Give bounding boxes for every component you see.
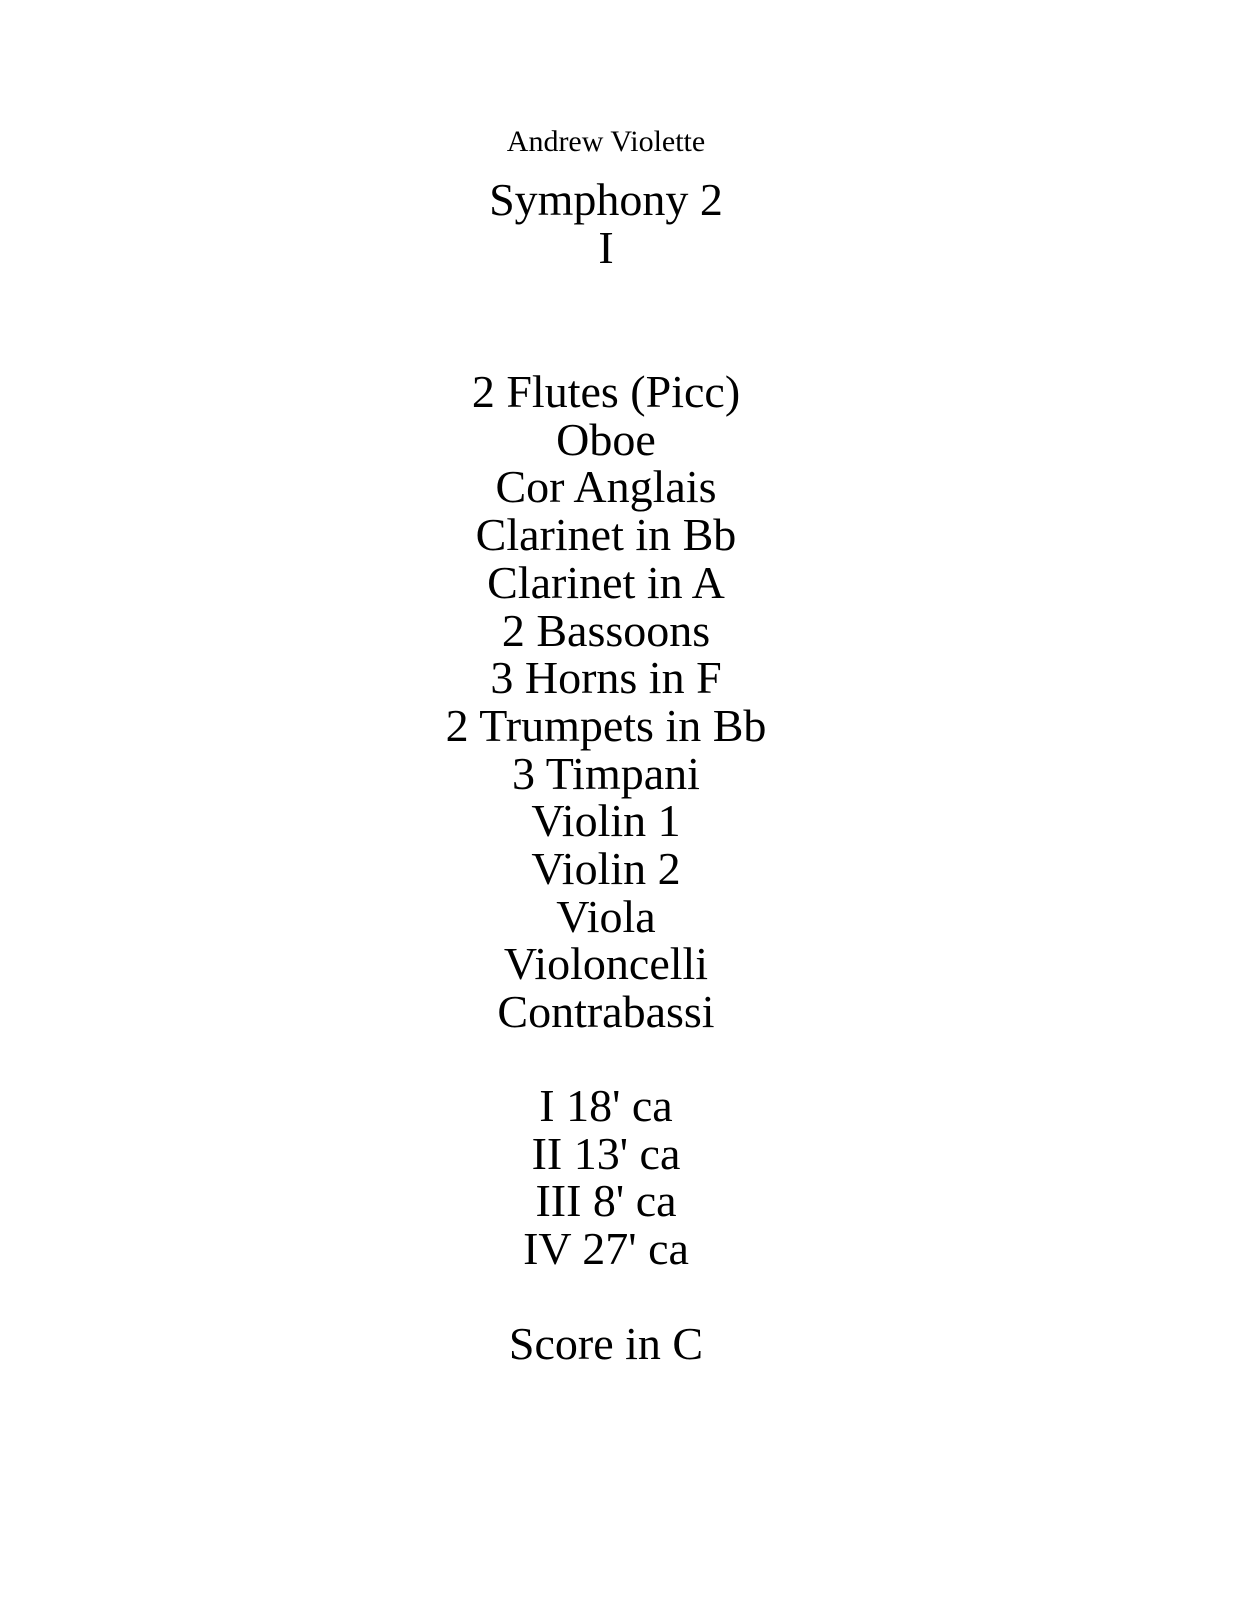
movement-number: I <box>598 222 614 273</box>
composer-name: Andrew Violette <box>506 125 706 158</box>
duration-item: II 13' ca <box>531 1127 681 1179</box>
instrument-item: Violoncelli <box>503 938 709 990</box>
duration-item: III 8' ca <box>535 1175 677 1227</box>
duration-item: IV 27' ca <box>523 1223 689 1275</box>
instrument-item: Contrabassi <box>497 986 715 1038</box>
score-transposition-note: Score in C <box>508 1318 704 1369</box>
instrument-item: 3 Horns in F <box>490 652 722 704</box>
instrument-item: Violin 2 <box>531 843 681 895</box>
instrument-item: 2 Flutes (Picc) <box>471 366 741 417</box>
instrument-item: Oboe <box>556 413 656 465</box>
instrumentation-list <box>0 368 1212 1036</box>
duration-item: I 18' ca <box>539 1080 673 1131</box>
title-block <box>0 176 1212 272</box>
instrument-item: Cor Anglais <box>495 461 717 513</box>
instrument-item: Clarinet in A <box>487 556 725 608</box>
instrument-item: 2 Trumpets in Bb <box>445 699 767 751</box>
movement-durations-list <box>0 1082 1212 1273</box>
work-title: Symphony 2 <box>489 174 723 225</box>
instrument-item: Violin 1 <box>531 795 681 847</box>
instrument-item: Clarinet in Bb <box>475 509 737 561</box>
instrument-item: 3 Timpani <box>512 747 700 799</box>
instrument-item: Viola <box>556 890 656 942</box>
instrument-item: 2 Bassoons <box>501 604 711 656</box>
